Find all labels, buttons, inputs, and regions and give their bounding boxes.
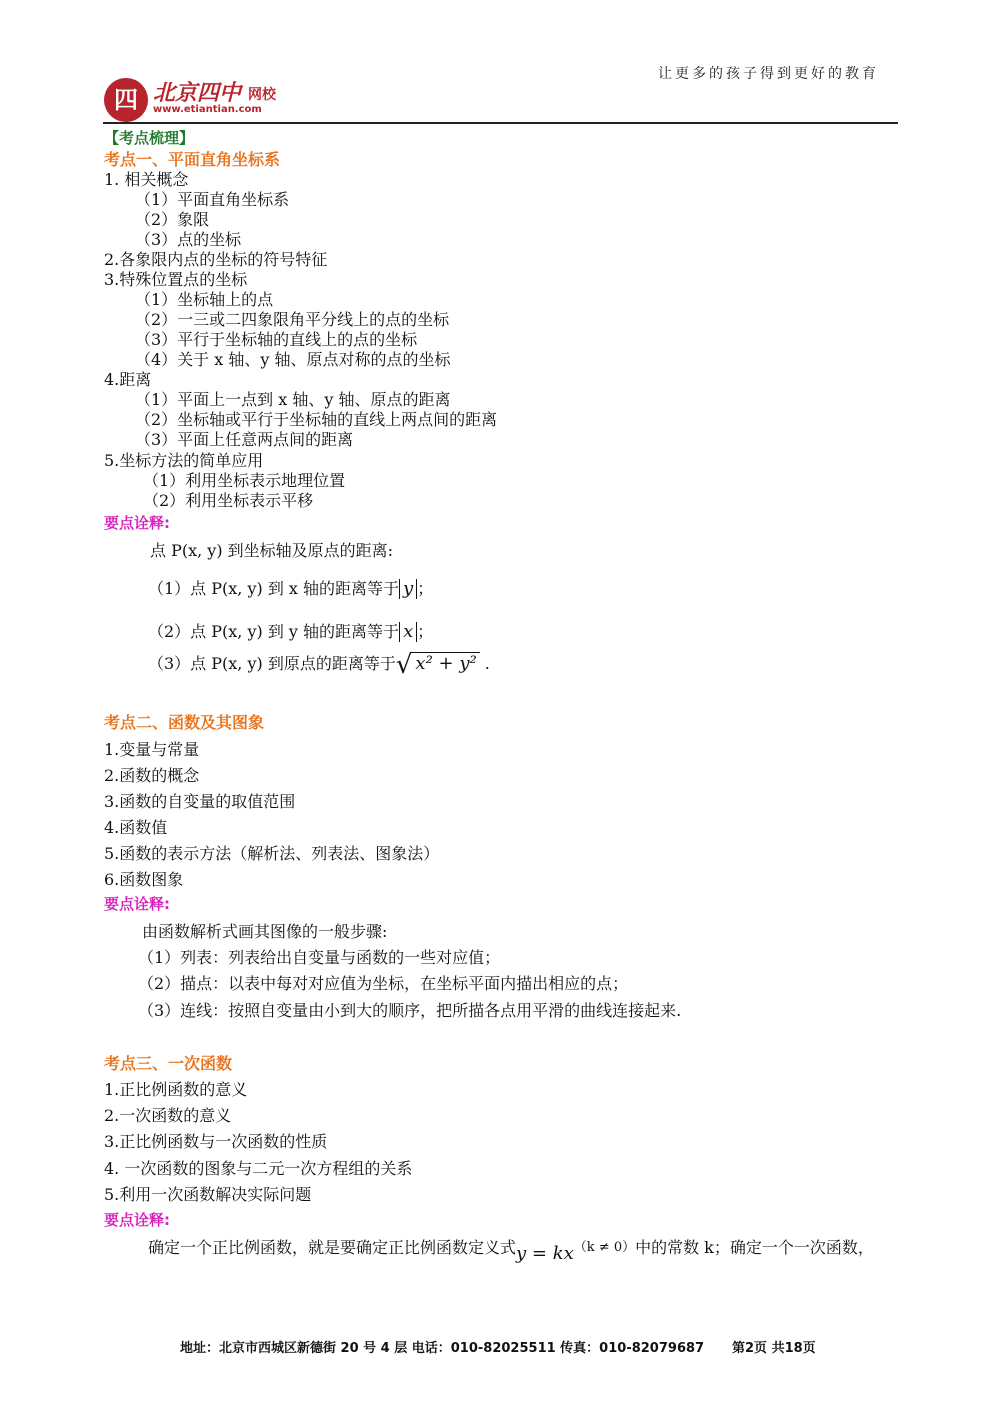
abs-x-formula: x <box>399 622 417 642</box>
abs-y-formula: y <box>399 579 417 599</box>
kp1-line: 2.各象限内点的坐标的符号特征 <box>104 250 328 269</box>
kp2-note-title: 要点诠释: <box>104 895 170 913</box>
kp1-note-3: （3）点 P(x, y) 到原点的距离等于√ x² + y² . <box>148 650 490 680</box>
kp2-title: 考点二、函数及其图象 <box>104 713 265 732</box>
kp2-line: 3.函数的自变量的取值范围 <box>104 792 296 811</box>
header-divider <box>103 122 898 124</box>
kp1-line: （1）平面直角坐标系 <box>135 190 290 209</box>
kp2-line: 2.函数的概念 <box>104 766 200 785</box>
kp3-line: 5.利用一次函数解决实际问题 <box>104 1185 312 1204</box>
kp1-line: （3）平面上任意两点间的距离 <box>135 430 354 449</box>
kp1-line: （2）象限 <box>135 210 210 229</box>
school-logo-icon: 四 <box>104 78 148 122</box>
sqrt-formula: √ x² + y² <box>396 650 480 680</box>
kp3-title: 考点三、一次函数 <box>104 1054 233 1073</box>
kp3-note-title: 要点诠释: <box>104 1211 170 1229</box>
kp1-line: （2）坐标轴或平行于坐标轴的直线上两点间的距离 <box>135 410 498 429</box>
kp1-line: 1. 相关概念 <box>104 170 189 189</box>
header-slogan: 让更多的孩子得到更好的教育 <box>658 66 879 82</box>
kp3-line: 3.正比例函数与一次函数的性质 <box>104 1132 328 1151</box>
kp3-note-text: 确定一个正比例函数，就是要确定正比例函数定义式y = kx（k ≠ 0）中的常数 k；确定一个一次函数， <box>148 1238 874 1264</box>
kp2-note-line: （2）描点：以表中每对对应值为坐标，在坐标平面内描出相应的点； <box>138 974 629 993</box>
kp1-line: （3）点的坐标 <box>135 230 242 249</box>
kp2-line: 5.函数的表示方法（解析法、列表法、图象法） <box>104 844 440 863</box>
kp2-line: 6.函数图象 <box>104 870 184 889</box>
section-heading: 【考点梳理】 <box>104 129 195 147</box>
kp3-line: 4. 一次函数的图象与二元一次方程组的关系 <box>104 1159 413 1178</box>
footer-address: 地址：北京市西城区新德街 20 号 4 层 电话：010-82025511 传真：010-82079687 <box>180 1341 705 1356</box>
kp1-line: 3.特殊位置点的坐标 <box>104 270 248 289</box>
footer-page-number: 第2页 共18页 <box>732 1341 816 1356</box>
kp1-note-intro: 点 P(x, y) 到坐标轴及原点的距离: <box>150 541 394 560</box>
kp2-note-line: 由函数解析式画其图像的一般步骤: <box>142 922 388 941</box>
kp1-line: （3）平行于坐标轴的直线上的点的坐标 <box>135 330 418 349</box>
linear-formula: y = kx <box>516 1243 574 1264</box>
kp1-line: 5.坐标方法的简单应用 <box>104 451 264 470</box>
logo-chinese-name: 北京四中 <box>153 81 242 106</box>
logo-url: www.etiantian.com <box>153 104 262 115</box>
kp2-line: 4.函数值 <box>104 818 168 837</box>
kp1-line: （4）关于 x 轴、y 轴、原点对称的点的坐标 <box>135 350 451 369</box>
kp2-note-line: （1）列表：列表给出自变量与函数的一些对应值； <box>138 948 501 967</box>
logo-net-label: 网校 <box>248 87 276 103</box>
kp1-title: 考点一、平面直角坐标系 <box>104 150 281 169</box>
kp1-line: 4.距离 <box>104 370 152 389</box>
nonzero-condition: （k ≠ 0） <box>573 1240 636 1255</box>
kp3-line: 2.一次函数的意义 <box>104 1106 232 1125</box>
kp1-line: （2）利用坐标表示平移 <box>143 491 314 510</box>
kp1-line: （1）坐标轴上的点 <box>135 290 274 309</box>
kp1-line: （1）利用坐标表示地理位置 <box>143 471 346 490</box>
kp1-note-1: （1）点 P(x, y) 到 x 轴的距离等于 y ； <box>148 578 434 599</box>
kp3-line: 1.正比例函数的意义 <box>104 1080 248 1099</box>
kp1-line: （1）平面上一点到 x 轴、y 轴、原点的距离 <box>135 390 451 409</box>
kp1-note-title: 要点诠释: <box>104 514 170 532</box>
kp1-note-2: （2）点 P(x, y) 到 y 轴的距离等于 x ； <box>148 621 434 642</box>
kp1-line: （2）一三或二四象限角平分线上的点的坐标 <box>135 310 450 329</box>
kp2-line: 1.变量与常量 <box>104 740 200 759</box>
kp2-note-line: （3）连线：按照自变量由小到大的顺序，把所描各点用平滑的曲线连接起来. <box>138 1001 682 1020</box>
